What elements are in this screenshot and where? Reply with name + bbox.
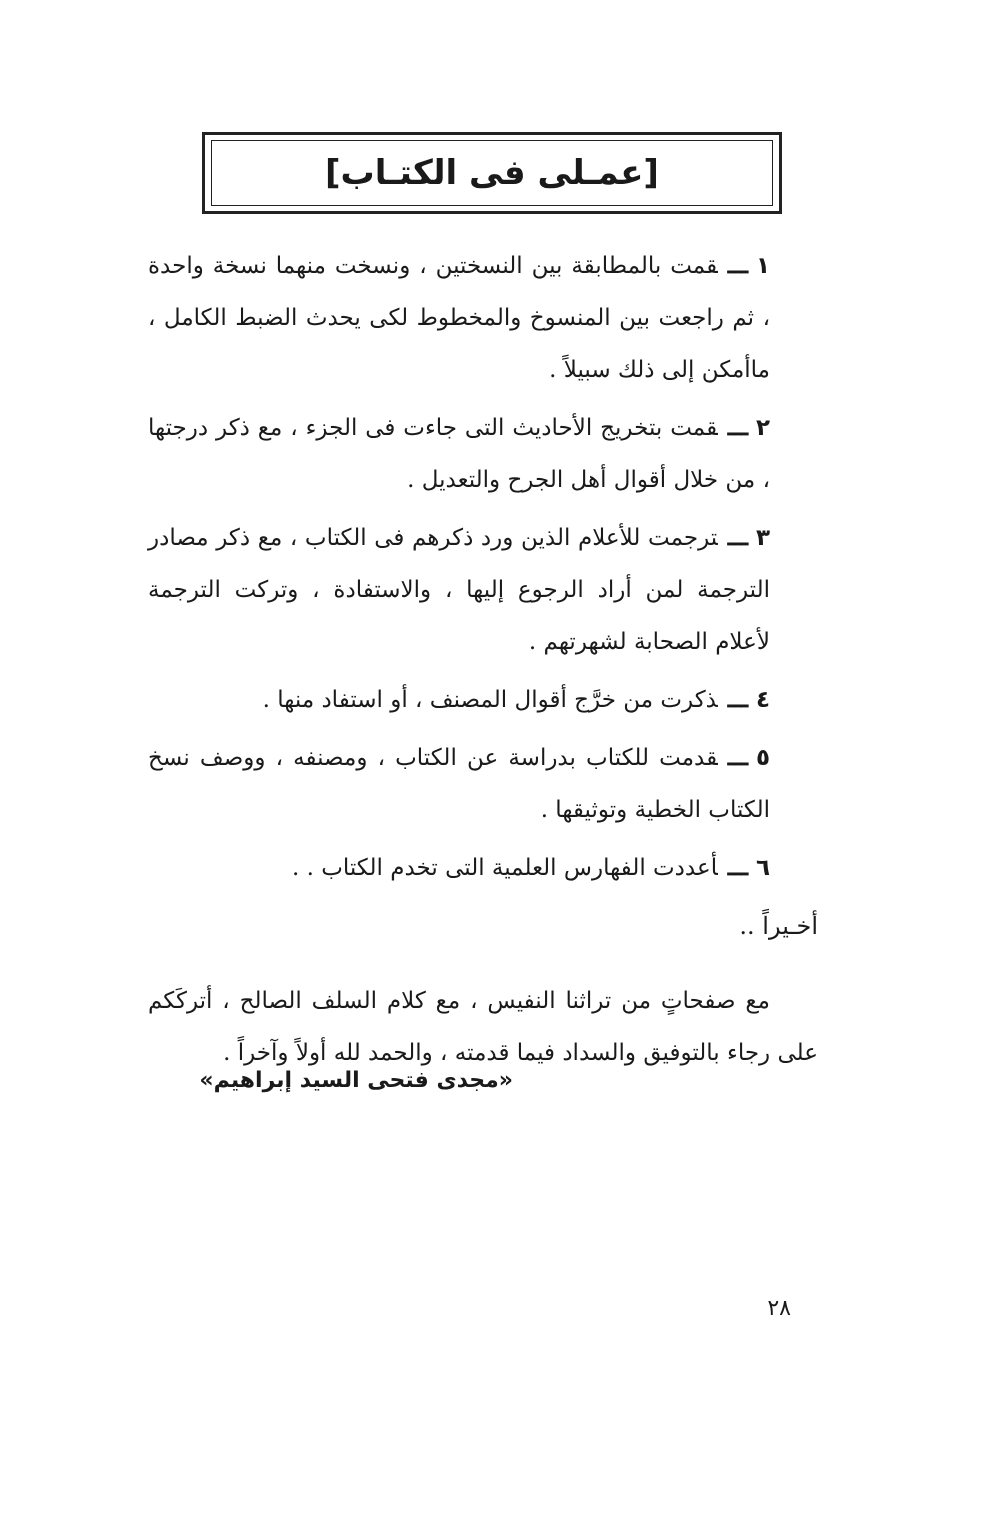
item-dash: ـــ	[727, 252, 748, 279]
item-number: ١	[755, 253, 770, 279]
list-item-5	[148, 732, 818, 836]
item-number: ٦	[755, 855, 770, 881]
list-item-4	[148, 674, 818, 726]
author-signature: «مجدى فتحى السيد إبراهيم»	[199, 1068, 513, 1093]
title-inner-border	[211, 140, 773, 206]
item-number: ٤	[755, 687, 770, 713]
item-number: ٣	[755, 525, 770, 551]
item-dash: ـــ	[727, 414, 748, 441]
item-text: ترجمت للأعلام الذين ورد ذكرهم فى الكتاب ، مع ذكر مصادر الترجمة لمن أراد الرجوع إليها ، والاستفادة ، وتركت الترجمة لأعلام الصحابة لشهرتهم .	[148, 525, 770, 655]
item-text: قمت بالمطابقة بين النسختين ، ونسخت منهما نسخة واحدة ، ثم راجعت بين المنسوخ والمخطوط لكى يحدث الضبط الكامل ، ماأمكن إلى ذلك سبيلاً .	[148, 253, 770, 383]
list-item-2	[148, 402, 818, 506]
closing-heading: أخـيراً ..	[739, 912, 818, 940]
item-text: ذكرت من خرَّج أقوال المصنف ، أو استفاد منها .	[262, 687, 718, 713]
item-number: ٥	[755, 745, 770, 771]
item-text: أعددت الفهارس العلمية التى تخدم الكتاب . .	[291, 855, 718, 881]
page-number: ٢٨	[767, 1296, 791, 1321]
list-item-6	[148, 842, 818, 894]
item-number: ٢	[755, 415, 770, 441]
list-item-3	[148, 512, 818, 668]
title-frame	[202, 132, 782, 214]
item-dash: ـــ	[727, 686, 748, 713]
item-text: قمت بتخريج الأحاديث التى جاءت فى الجزء ، مع ذكر درجتها ، من خلال أقوال أهل الجرح والتعديل .	[148, 415, 770, 493]
section-title: [عمـلى فى الكتـاب]	[325, 153, 659, 193]
item-dash: ـــ	[727, 854, 748, 881]
item-text: قدمت للكتاب بدراسة عن الكتاب ، ومصنفه ، ووصف نسخ الكتاب الخطية وتوثيقها .	[148, 745, 770, 823]
body-text	[148, 240, 818, 1102]
item-dash: ـــ	[727, 524, 748, 551]
closing-paragraph: مع صفحاتٍ من تراثنا النفيس ، مع كلام السلف الصالح ، أتركَكم على رجاء بالتوفيق والسداد فيما قدمته ، والحمد لله أولاً وآخراً .	[148, 988, 818, 1066]
item-dash: ـــ	[727, 744, 748, 771]
list-item-1	[148, 240, 818, 396]
